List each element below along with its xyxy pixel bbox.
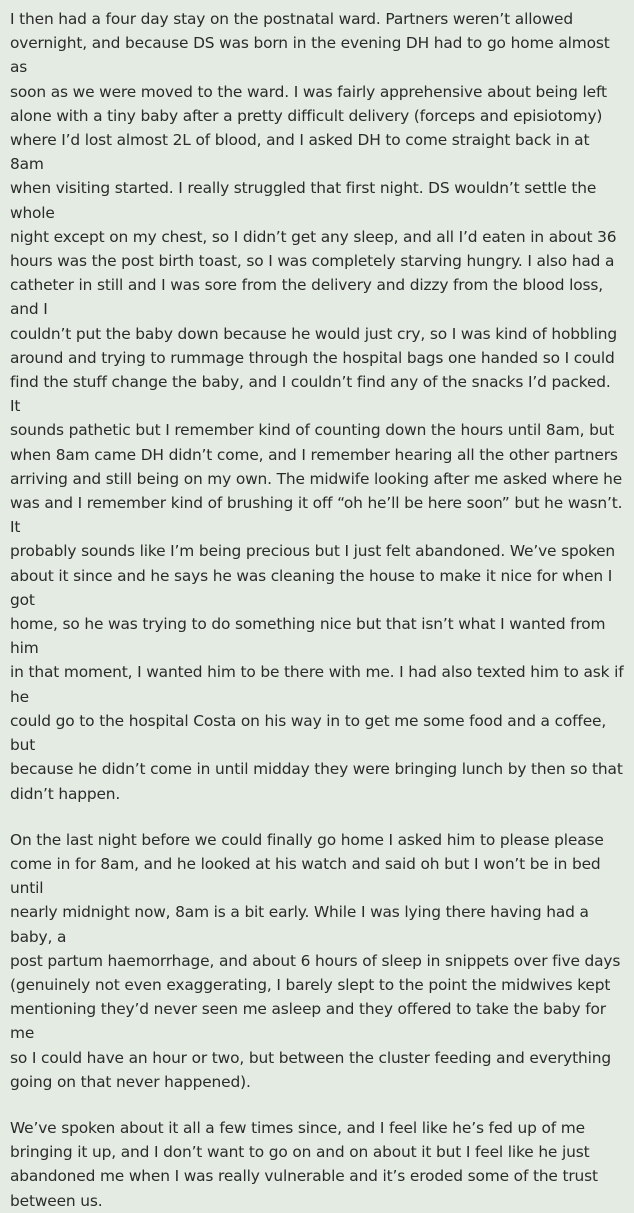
post-paragraph-3: We’ve spoken about it all a few times since, and I feel like he’s fed up of me bringing it up, and I don’t want to go on and on about it but I feel like he just abandoned me when I was really vulnerable and it’s eroded some of the trust between us. — [10, 1118, 598, 1210]
post-paragraph-2: On the last night before we could finally go home I asked him to please please come in for 8am, and he looked at his watch and said oh but I won’t be in bed until nearly midnight now, 8am is a bit early. While I was lying there having had a baby, a post partum haemorrhage, and about 6 hours of sleep in snippets over five days (genuinely not even exaggerating, I barely slept to the point the midwives kept mentioning they’d never seen me asleep and they offered to take the baby for me so I could have an hour or two, but between the cluster feeding and everything going on that never happened). — [10, 830, 621, 1091]
post-paragraph-1: I then had a four day stay on the postnatal ward. Partners weren’t allowed overnight, and because DS was born in the evening DH had to go home almost as soon as we were moved to the ward. I was fairly apprehensive about being left alone with a tiny baby after a pretty difficult delivery (forceps and episiotomy) where I’d lost almost 2L of blood, and I asked DH to come straight back in at 8am when visiting started. I really struggled that first night. DS wouldn’t settle the whole night except on my chest, so I didn’t get any sleep, and all I’d eaten in about 36 hours was the post birth toast, so I was completely starving hungry. I also had a catheter in still and I was sore from the delivery and dizzy from the blood loss, and I couldn’t put the baby down because he would just cry, so I was kind of hobbling around and trying to rummage through the hospital bags one handed so I could find the stuff change the baby, and I couldn’t find any of the snacks I’d packed. It sounds pathetic but I remember kind of counting down the hours until 8am, but when 8am came DH didn’t come, and I remember hearing all the other partners arriving and still being on my own. The midwife looking after me asked where he was and I remember kind of brushing it off “oh he’ll be here soon” but he wasn’t. It probably sounds like I’m being precious but I just felt abandoned. We’ve spoken about it since and he says he was cleaning the house to make it nice for when I got home, so he was trying to do something nice but that isn’t what I wanted from him in that moment, I wanted him to be there with me. I had also texted him to ask if he could go to the hospital Costa on his way in to get me some food and a coffee, but because he didn’t come in until midday they were bringing lunch by then so that didn’t happen. — [10, 10, 624, 803]
